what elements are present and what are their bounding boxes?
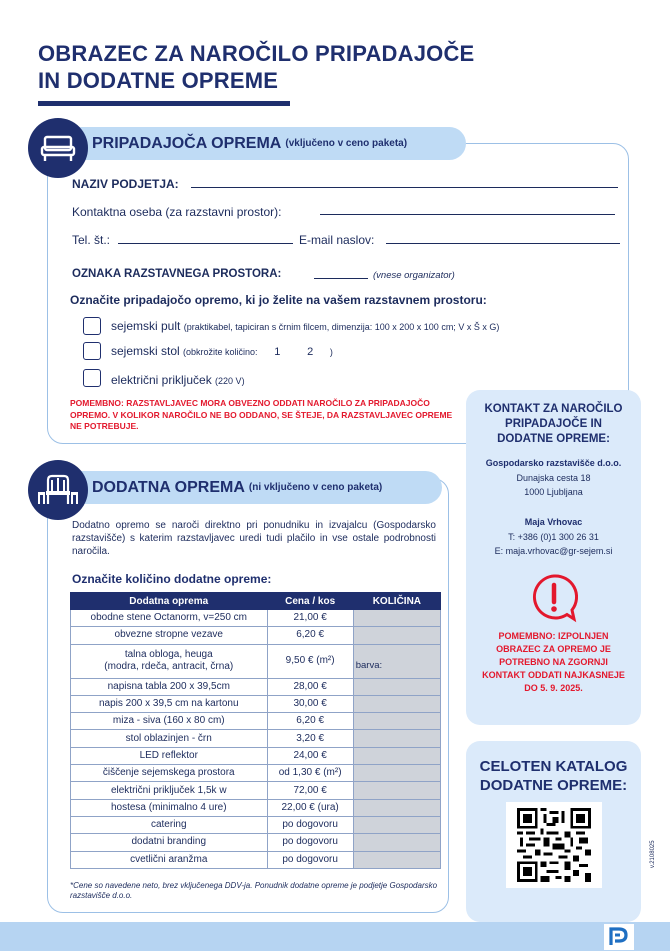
version-code: v.2108025 (650, 840, 656, 868)
row-item: miza - siva (160 x 80 cm) (71, 713, 268, 730)
instruction-text: Označite pripadajočo opremo, ki jo želite na vašem razstavnem prostoru: (70, 293, 487, 307)
section-2-subtitle: (ni vključeno v ceno paketa) (248, 482, 383, 493)
company-label: NAZIV PODJETJA: (72, 177, 179, 191)
page-title (38, 40, 558, 94)
contact-person: Maja Vrhovac (524, 517, 583, 527)
option-counter-detail: (praktikabel, tapiciran s črnim filcem, dimenzija: 100 x 200 x 100 cm; V x Š x G) (183, 322, 500, 332)
row-item: cvetlični aranžma (71, 851, 268, 868)
row-quantity-field[interactable] (353, 730, 440, 747)
row-item: električni priključek 1,5k w (71, 782, 268, 799)
row-price: 3,20 € (267, 730, 353, 747)
catalog-panel (466, 741, 641, 922)
option-power (111, 373, 245, 387)
table-row (71, 644, 441, 678)
table-footnote: *Cene so navedene neto, brez vključenega DDV-ja. Ponudnik dodatne opreme je podjetje Gospodarsko razstavišče d.o.o. (70, 881, 438, 900)
header-quantity: KOLIČINA (353, 593, 440, 610)
row-quantity-field[interactable] (353, 644, 440, 678)
section-1-title: PRIPADAJOČA OPREMA (92, 134, 282, 152)
chair-checkbox[interactable] (83, 342, 101, 360)
quantity-heading: Označite količino dodatne opreme: (72, 572, 272, 586)
exclamation-bubble-icon (466, 572, 641, 624)
row-item: napisna tabla 200 x 39,5cm (71, 678, 268, 695)
power-checkbox[interactable] (83, 369, 101, 387)
gr-logo-icon (604, 924, 634, 950)
row-price: 22,00 € (ura) (267, 799, 353, 816)
row-item: obvezne stropne vezave (71, 627, 268, 644)
row-quantity-field[interactable] (353, 765, 440, 782)
stand-note: (vnese organizator) (373, 270, 455, 281)
row-price: od 1,30 € (m²) (267, 765, 353, 782)
row-price: 72,00 € (267, 782, 353, 799)
title-underline (38, 101, 290, 106)
contact-title: KONTAKT ZA NAROČILO PRIPADAJOČE IN DODATNE OPREME: (484, 403, 623, 445)
row-item: napis 200 x 39,5 cm na kartonu (71, 695, 268, 712)
email-label: E-mail naslov: (299, 233, 375, 247)
row-quantity-field[interactable] (353, 851, 440, 868)
table-row (71, 782, 441, 799)
row-price: 21,00 € (267, 610, 353, 627)
table-chairs-icon (28, 460, 88, 520)
option-chair-detail: (obkrožite količino: (183, 347, 258, 357)
phone-label: Tel. št.: (72, 233, 111, 247)
table-row (71, 799, 441, 816)
row-item: LED reflektor (71, 747, 268, 764)
title-line-2: IN DODATNE OPREME (38, 68, 279, 93)
chair-qty-2[interactable]: 2 (307, 346, 314, 358)
option-chair-detail-end: ) (329, 347, 333, 357)
deadline-warning: POMEMBNO: IZPOLNJEN OBRAZEC ZA OPREMO JE POTREBNO NA ZGORNJI KONTAKT ODDATI NAJKASNEJE DO 5. 9. 2025. (482, 631, 625, 693)
email-field[interactable] (386, 243, 620, 244)
row-quantity-field[interactable] (353, 782, 440, 799)
row-price: 24,00 € (267, 747, 353, 764)
row-item: catering (71, 816, 268, 833)
table-row (71, 627, 441, 644)
row-item: čiščenje sejemskega prostora (71, 765, 268, 782)
row-price: 6,20 € (267, 713, 353, 730)
contact-street: Dunajska cesta 18 (516, 473, 591, 483)
section-2-intro: Dodatno opremo se naroči direktno pri ponudniku in izvajalcu (Gospodarsko razstavišče) s katerim razstavljavec uredi tudi plačilo in vse ostale podrobnosti naročila. (72, 520, 436, 557)
row-price: po dogovoru (267, 851, 353, 868)
row-price: po dogovoru (267, 816, 353, 833)
section-1-subtitle: (vključeno v ceno paketa) (285, 138, 408, 149)
row-price: 9,50 € (m²) (267, 644, 353, 678)
section-1-warning: POMEMBNO: RAZSTAVLJAVEC MORA OBVEZNO ODDATI NAROČILO ZA PRIPADAJOČO OPREMO. V KOLIKOR NAROČILO NE BO ODDANO, SE ŠTEJE, DA RAZSTAVLJAVEC OPREME NE POTREBUJE. (70, 398, 453, 431)
stand-field[interactable] (314, 278, 368, 279)
row-quantity-field[interactable] (353, 610, 440, 627)
row-price: 30,00 € (267, 695, 353, 712)
row-quantity-field[interactable] (353, 678, 440, 695)
contact-panel (466, 390, 641, 725)
row-item (71, 644, 268, 678)
section-1-header (30, 127, 466, 160)
bottom-bar (0, 922, 670, 951)
option-counter (111, 319, 499, 333)
contact-email[interactable]: E: maja.vrhovac@gr-sejem.si (494, 546, 613, 556)
title-line-1: OBRAZEC ZA NAROČILO PRIPADAJOČE (38, 41, 475, 66)
counter-checkbox[interactable] (83, 317, 101, 335)
row-price: 6,20 € (267, 627, 353, 644)
table-header-row (71, 593, 441, 610)
row-item: hostesa (minimalno 4 ure) (71, 799, 268, 816)
contact-phone[interactable]: T: +386 (0)1 300 26 31 (508, 532, 599, 542)
row-quantity-field[interactable] (353, 816, 440, 833)
option-counter-label: sejemski pult (111, 319, 181, 333)
row-quantity-field[interactable] (353, 627, 440, 644)
row-quantity-field[interactable] (353, 834, 440, 851)
row-price: po dogovoru (267, 834, 353, 851)
table-row (71, 678, 441, 695)
table-row (71, 730, 441, 747)
table-row (71, 834, 441, 851)
contact-person-field[interactable] (320, 214, 615, 215)
stand-label: OZNAKA RAZSTAVNEGA PROSTORA: (72, 268, 282, 280)
contact-person-label: Kontaktna oseba (za razstavni prostor): (72, 205, 282, 219)
section-2-title: DODATNA OPREMA (92, 478, 245, 496)
phone-field[interactable] (118, 243, 293, 244)
row-quantity-field[interactable] (353, 747, 440, 764)
option-power-label: električni priključek (111, 373, 212, 387)
row-item-line-2: (modra, rdeča, antracit, črna) (104, 661, 234, 673)
row-price: 28,00 € (267, 678, 353, 695)
option-chair-label: sejemski stol (111, 344, 180, 358)
table-row (71, 747, 441, 764)
table-row (71, 713, 441, 730)
qr-code-icon[interactable] (506, 802, 602, 888)
color-note: barva: (355, 660, 383, 672)
row-quantity-field[interactable] (353, 799, 440, 816)
table-row (71, 765, 441, 782)
header-item: Dodatna oprema (71, 593, 268, 610)
row-item: stol oblazinjen - črn (71, 730, 268, 747)
header-price: Cena / kos (267, 593, 353, 610)
row-item-line-1: talna obloga, heuga (124, 649, 213, 661)
table-row (71, 816, 441, 833)
company-field[interactable] (191, 187, 618, 188)
equipment-table (70, 592, 441, 869)
contact-city: 1000 Ljubljana (524, 487, 583, 497)
table-row (71, 695, 441, 712)
row-quantity-field[interactable] (353, 695, 440, 712)
option-power-detail: (220 V) (215, 376, 245, 386)
row-quantity-field[interactable] (353, 713, 440, 730)
section-2-header (30, 471, 442, 504)
catalog-title: CELOTEN KATALOG DODATNE OPREME: (479, 758, 628, 794)
option-chair (111, 344, 333, 358)
sofa-icon (28, 118, 88, 178)
table-row (71, 851, 441, 868)
contact-org: Gospodarsko razstavišče d.o.o. (485, 458, 622, 468)
table-row (71, 610, 441, 627)
chair-qty-1[interactable]: 1 (274, 346, 281, 358)
row-item: dodatni branding (71, 834, 268, 851)
row-item: obodne stene Octanorm, v=250 cm (71, 610, 268, 627)
